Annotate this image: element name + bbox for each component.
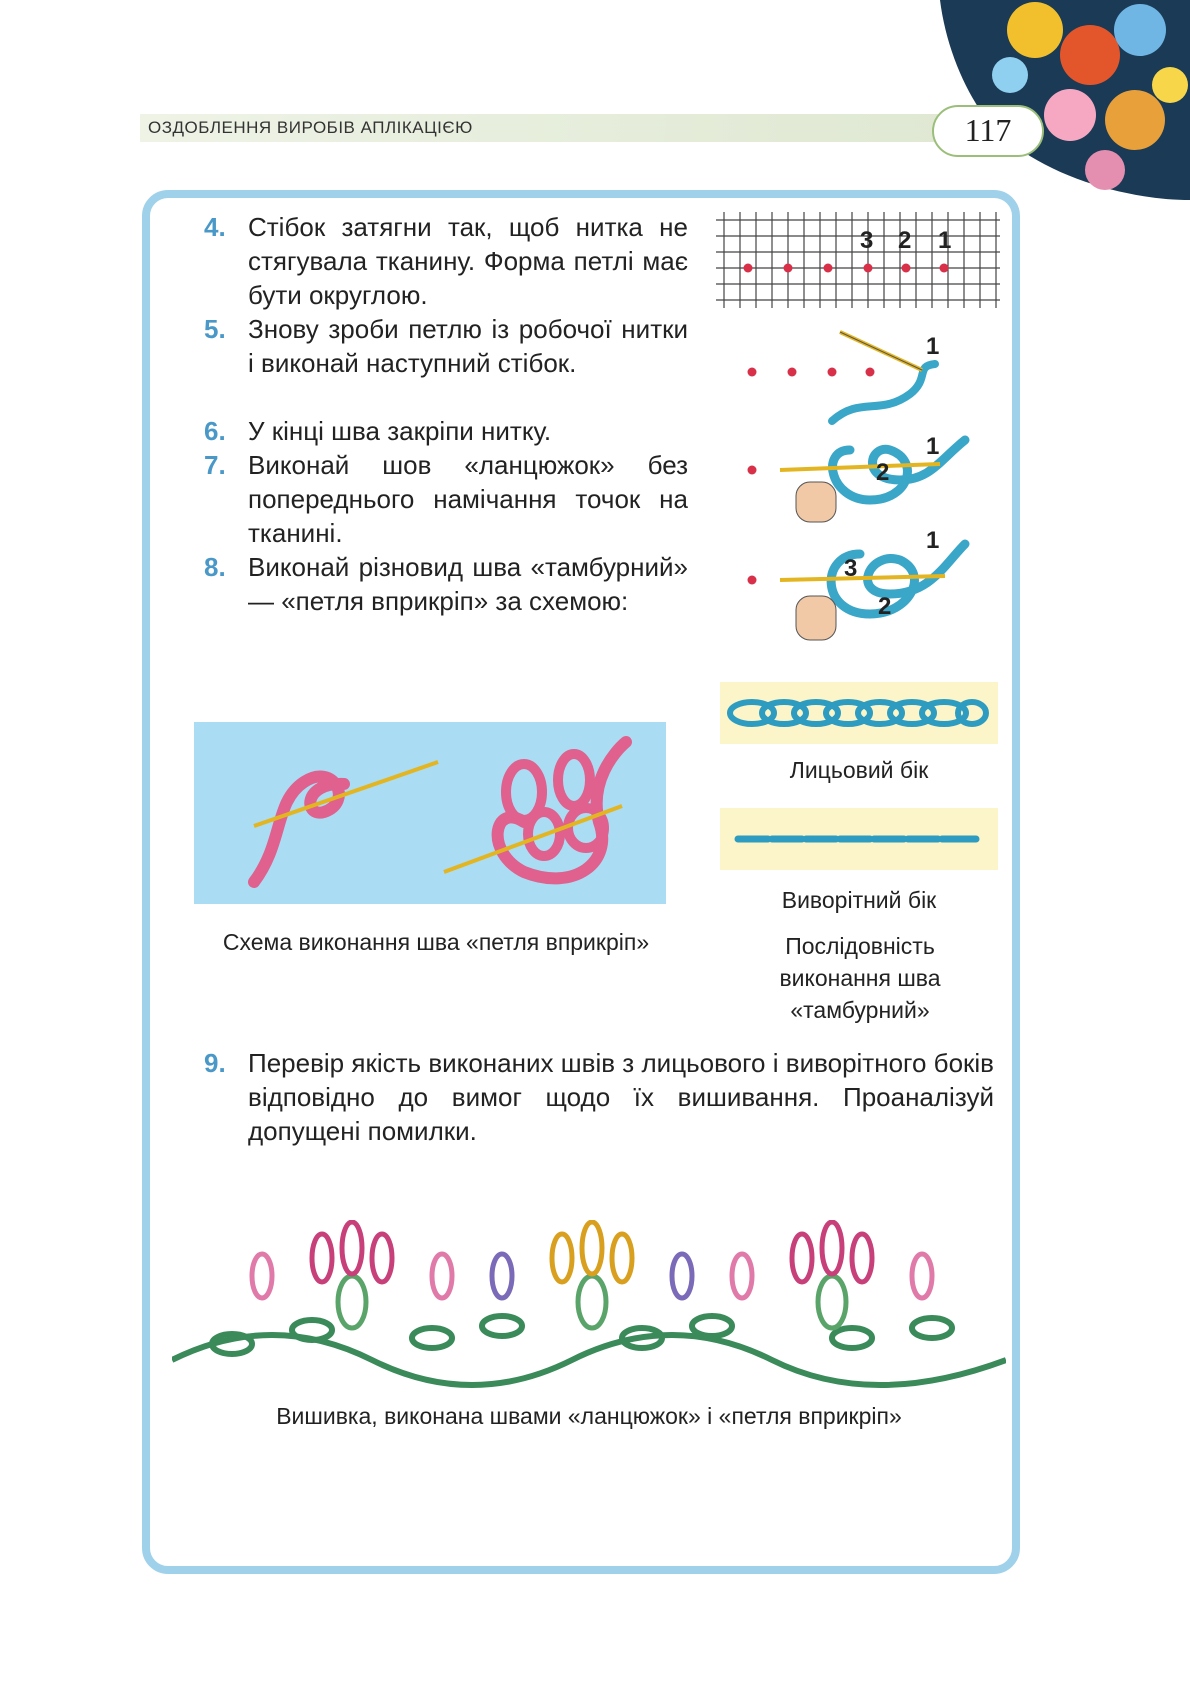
needle-label: 2 [876,459,890,486]
step-number: 9. [204,1048,226,1078]
section-title: ОЗДОБЛЕННЯ ВИРОБІВ АПЛІКАЦІЄЮ [148,118,473,137]
needle-label: 1 [926,527,940,554]
lazy-daisy-scheme-diagram [194,722,666,904]
step-text: Знову зроби петлю із робочої нитки і виконай наступний стібок. [248,314,688,378]
needle-label: 1 [926,433,940,460]
page-number: 117 [932,105,1044,157]
step-number: 7. [204,450,226,480]
step-number: 8. [204,552,226,582]
chain-back-side-sample [720,808,998,870]
embroidery-border-illustration [172,1220,1006,1390]
step-text: У кінці шва закріпи нитку. [248,416,552,446]
step-text: Перевір якість виконаних швів з лицьового і виворітного боків відповідно до вимог щодо їх вишивання. Проаналізуй допущені помилки. [248,1048,994,1146]
step-9 [204,1046,994,1148]
needle-step-1-diagram [740,326,960,426]
step-number: 4. [204,212,226,242]
step-5 [204,312,688,414]
grid-label-2: 2 [898,227,912,254]
step-6 [204,414,688,448]
step-8 [204,550,688,652]
needle-step-2-diagram [740,420,970,530]
step-4 [204,210,688,312]
step-number: 5. [204,314,226,344]
grid-label-3: 3 [860,227,874,254]
needle-label: 1 [926,333,940,360]
step-text: Стібок затягни так, щоб нитка не стягувала тканину. Форма петлі має бути округлою. [248,212,688,310]
needle-step-3-diagram [740,524,970,654]
needle-label: 3 [844,555,858,582]
step-7 [204,448,688,550]
caption-scheme: Схема виконання шва «петля вприкріп» [222,929,650,955]
caption-back-side: Виворітний бік [781,887,937,913]
caption-sequence: Послідовність виконання шва «тамбурний» [779,933,941,1023]
step-text: Виконай різновид шва «тамбурний» — «петля вприкріп» за схемою: [248,552,688,616]
grid-dots-diagram [716,212,1000,308]
step-text: Виконай шов «ланцюжок» без попереднього намічання точок на тканині. [248,450,688,548]
step-number: 6. [204,416,226,446]
caption-embroidery: Вишивка, виконана швами «ланцюжок» і «петля вприкріп» [276,1403,902,1429]
caption-front-side: Лицьовий бік [789,757,929,783]
needle-label: 2 [878,593,892,620]
corner-flowers-decoration [940,0,1190,200]
chain-front-side-sample [720,682,998,744]
grid-label-1: 1 [938,227,952,254]
